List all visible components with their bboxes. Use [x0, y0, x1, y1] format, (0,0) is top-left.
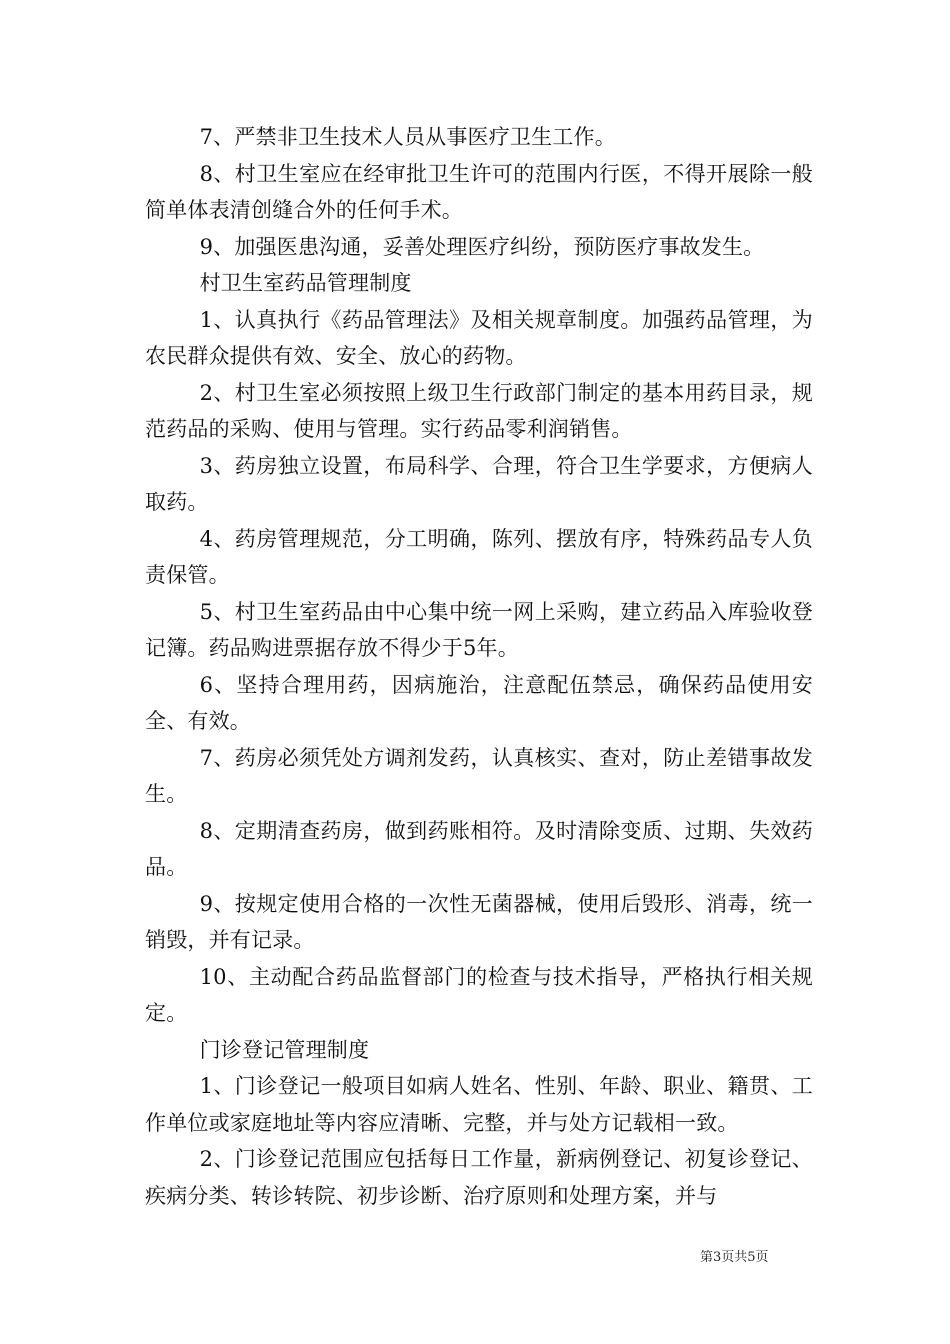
- paragraph: 2、门诊登记范围应包括每日工作量，新病例登记、初复诊登记、疾病分类、转诊转院、初步诊断、治疗原则和处理方案，并与: [145, 1147, 813, 1208]
- paragraph: 9、按规定使用合格的一次性无菌器械，使用后毁形、消毒，统一销毁，并有记录。: [145, 891, 813, 952]
- paragraph: 8、村卫生室应在经审批卫生许可的范围内行医，不得开展除一般简单体表清创缝合外的任何手术。: [145, 161, 813, 222]
- paragraph: 6、坚持合理用药，因病施治，注意配伍禁忌，确保药品使用安全、有效。: [145, 672, 813, 733]
- paragraph: 3、药房独立设置，布局科学、合理，符合卫生学要求，方便病人取药。: [145, 453, 813, 514]
- section-heading: 门诊登记管理制度: [199, 1037, 370, 1062]
- paragraph: 1、认真执行《药品管理法》及相关规章制度。加强药品管理，为农民群众提供有效、安全、放心的药物。: [145, 307, 813, 368]
- paragraph: 10、主动配合药品监督部门的检查与技术指导，严格执行相关规定。: [145, 964, 813, 1025]
- paragraph: 7、药房必须凭处方调剂发药，认真核实、查对，防止差错事故发生。: [145, 745, 813, 806]
- paragraph: 4、药房管理规范，分工明确，陈列、摆放有序，特殊药品专人负责保管。: [145, 526, 813, 587]
- paragraph: 5、村卫生室药品由中心集中统一网上采购，建立药品入库验收登记簿。药品购进票据存放不得少于5年。: [145, 599, 813, 660]
- paragraph: 9、加强医患沟通，妥善处理医疗纠纷，预防医疗事故发生。: [199, 234, 765, 259]
- paragraph: 7、严禁非卫生技术人员从事医疗卫生工作。: [199, 125, 616, 149]
- paragraph: 2、村卫生室必须按照上级卫生行政部门制定的基本用药目录，规范药品的采购、使用与管理。实行药品零利润销售。: [145, 380, 813, 441]
- paragraph: 1、门诊登记一般项目如病人姓名、性别、年龄、职业、籍贯、工作单位或家庭地址等内容应清晰、完整，并与处方记载相一致。: [145, 1074, 813, 1135]
- document-body: [145, 119, 813, 1214]
- paragraph: 8、定期清查药房，做到药账相符。及时清除变质、过期、失效药品。: [145, 818, 813, 879]
- page-number: 第3页共5页: [700, 1250, 769, 1265]
- section-heading: 村卫生室药品管理制度: [199, 271, 412, 295]
